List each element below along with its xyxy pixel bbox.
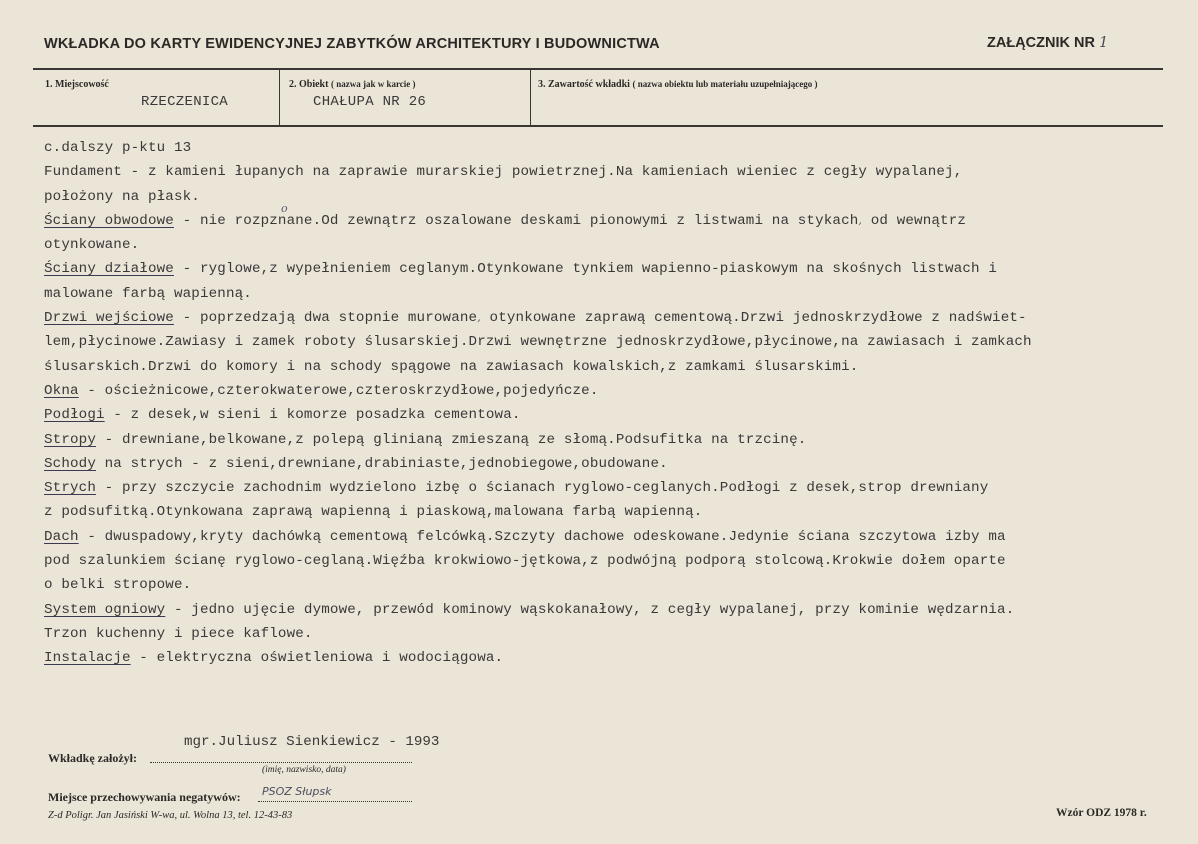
text-line: ślusarskich.Drzwi do komory i na schody spągowe na zawiasach kowalskich,z zamkami ślusarskimi. [44, 358, 859, 375]
field-divider [279, 70, 280, 127]
text-line: lem,płycinowe.Zawiasy i zamek roboty ślusarskiej.Drzwi wewnętrzne jednoskrzydłowe,płycinowe,na zawiasach i zamkach [44, 334, 1032, 351]
text-line: Schody na strych - z sieni,drewniane,drabiniaste,jednobiegowe,obudowane. [44, 455, 668, 472]
attachment-number [987, 35, 1108, 51]
handwritten-comma: , [858, 213, 863, 227]
text-line: Fundament - z kamieni łupanych na zaprawie murarskiej powietrznej.Na kamieniach wieniec z cegły wypalanej, [44, 164, 963, 181]
handwritten-correction: o [281, 201, 288, 215]
section-heading: Okna [44, 382, 79, 399]
page-title: WKŁADKA DO KARTY EWIDENCYJNEJ ZABYTKÓW ARCHITEKTURY I BUDOWNICTWA [44, 36, 660, 52]
handwritten-comma: , [477, 311, 481, 325]
text-line: otynkowane. [44, 237, 140, 254]
section-heading: Ściany obwodowe [44, 212, 174, 229]
text-line: Instalacje - elektryczna oświetleniowa i wodociągowa. [44, 650, 504, 667]
object-note: ( nazwa jak w karcie ) [330, 79, 416, 89]
author-label: Wkładkę założył: [48, 751, 137, 765]
attachment-number-value: 1 [1098, 35, 1109, 51]
text-line: Strych - przy szczycie zachodnim wydzielono izbę o ścianach ryglowo-ceglanych.Podłogi z desek,strop drewniany [44, 480, 989, 497]
text-line: Podłogi - z desek,w sieni i komorze posadzka cementowa. [44, 407, 521, 424]
text-line: Okna - ościeżnicowe,czterokwaterowe,czteroskrzydłowe,pojedyńcze. [44, 382, 599, 399]
header-fields-table [33, 68, 1163, 127]
text-line: malowane farbą wapienną. [44, 285, 252, 302]
section-heading: Schody [44, 455, 96, 472]
text-line: Ściany obwodowe - nie rozpznane.Od zewnątrz oszalowane deskami pionowymi z listwami na stykach, od wewnątrz o [44, 209, 1192, 233]
author-note: (imię, nazwisko, data) [262, 765, 346, 775]
text-line: c.dalszy p-ktu 13 [44, 140, 192, 156]
description-text [44, 136, 1192, 671]
object-value: CHAŁUPA NR 26 [313, 94, 427, 110]
form-id: Wzór ODZ 1978 r. [1056, 807, 1147, 819]
field-divider [530, 70, 531, 127]
author-dotted-line [150, 762, 412, 763]
attachment-label: ZAŁĄCZNIK NR [987, 35, 1095, 51]
contents-label: 3. Zawartość wkładki ( nazwa obiektu lub materiału uzupełniającego ) [538, 79, 818, 90]
author-value: mgr.Juliusz Sienkiewicz - 1993 [184, 734, 440, 750]
section-heading: Podłogi [44, 407, 105, 424]
negatives-label: Miejsce przechowywania negatywów: [48, 790, 241, 804]
section-heading: Strych [44, 480, 96, 497]
section-heading: Dach [44, 528, 79, 545]
negatives-value: PSOZ Słupsk [262, 785, 332, 798]
negatives-dotted-line [258, 801, 412, 802]
printer-info: Z-d Poligr. Jan Jasiński W-wa, ul. Wolna 13, tel. 12-43-83 [48, 810, 293, 821]
text-line: położony na płask. [44, 188, 200, 205]
object-label: 2. Obiekt ( nazwa jak w karcie ) [289, 79, 416, 90]
locality-value: RZECZENICA [141, 94, 229, 110]
text-line: Ściany działowe - ryglowe,z wypełnieniem ceglanym.Otynkowane tynkiem wapienno-piaskowym na skośnych listwach i [44, 261, 998, 278]
text-line: Stropy - drewniane,belkowane,z polepą glinianą zmieszaną ze słomą.Podsufitka na trzcinę. [44, 431, 807, 448]
section-heading: Ściany działowe [44, 261, 174, 278]
text-line: Dach - dwuspadowy,kryty dachówką cementową felcówką.Szczyty dachowe odeskowane.Jedynie ściana szczytowa izby ma [44, 528, 1006, 545]
section-heading: System ogniowy [44, 601, 166, 618]
text-line: System ogniowy - jedno ujęcie dymowe, przewód kominowy wąskokanałowy, z cegły wypalanej, przy kominie wędzarnia. [44, 601, 1015, 618]
text-line: o belki stropowe. [44, 577, 192, 594]
locality-label: 1. Miejscowość [45, 79, 109, 90]
text-line: z podsufitką.Otynkowana zaprawą wapienną i piaskową,malowana farbą wapienną. [44, 504, 703, 521]
section-heading: Instalacje [44, 650, 131, 667]
text-line: Trzon kuchenny i piece kaflowe. [44, 625, 313, 642]
contents-note: ( nazwa obiektu lub materiału uzupełniającego ) [632, 79, 818, 89]
section-heading: Stropy [44, 431, 96, 448]
text-line: pod szalunkiem ścianę ryglowo-ceglaną.Więźba krokwiowo-jętkowa,z podwójną podporą stolcową.Krokwie dołem oparte [44, 553, 1006, 570]
section-heading: Drzwi wejściowe [44, 310, 174, 327]
text-line: Drzwi wejściowe - poprzedzają dwa stopnie murowane, otynkowane zaprawą cementową.Drzwi jednoskrzydłowe z nadświet- [44, 310, 1027, 327]
